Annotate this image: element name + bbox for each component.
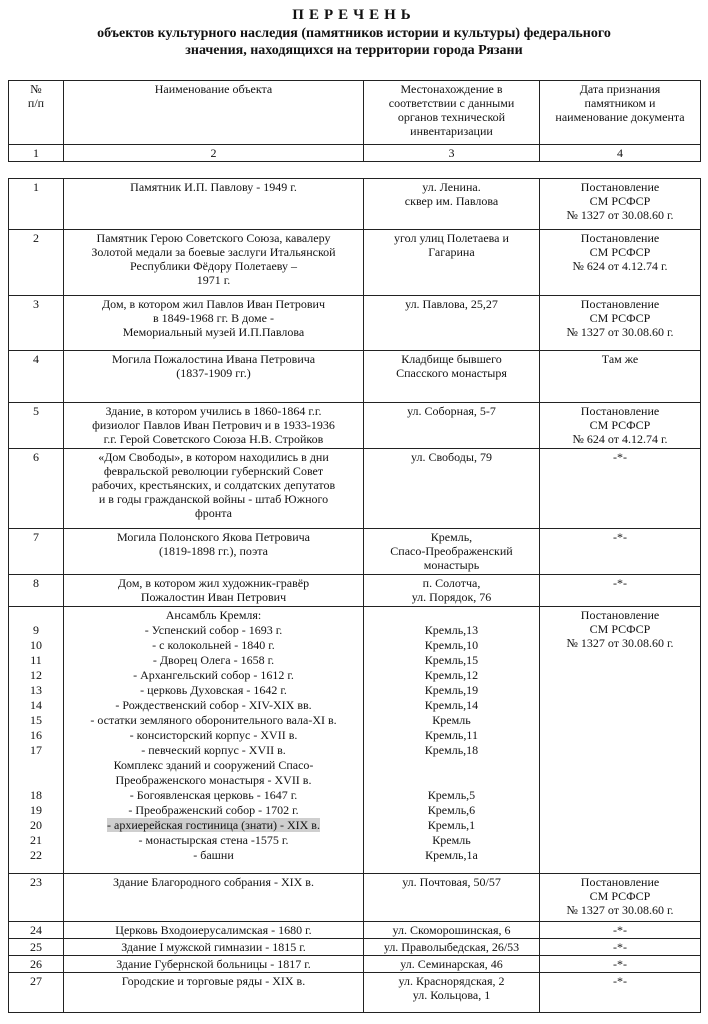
monuments-table [8, 178, 701, 1013]
ensemble-item-number: 13 [30, 683, 42, 697]
ensemble-item-number: 9 [33, 623, 39, 637]
row-number: 23 [9, 874, 64, 922]
ensemble-item-name: - Богоявленская церковь - 1647 г. [129, 788, 298, 802]
title-line-3: значения, находящихся на территории города Рязани [185, 43, 523, 58]
ensemble-item-number: 16 [30, 728, 42, 742]
header-col-number: 2 [64, 145, 364, 162]
ensemble-names [64, 607, 364, 874]
table-row [9, 230, 701, 296]
ensemble-item-number: 21 [30, 833, 42, 847]
ensemble-item-number: 15 [30, 713, 42, 727]
ensemble-item-number: 18 [30, 788, 42, 802]
header-name: Наименование объекта [64, 81, 364, 145]
object-name: Могила Пожалостина Ивана Петровича (1837-1909 гг.) [64, 351, 364, 403]
row-number: 4 [9, 351, 64, 403]
ensemble-item-name: - Рождественский собор - XIV-XIX вв. [115, 698, 312, 712]
ensemble-item-number: 12 [30, 668, 42, 682]
object-name: Памятник Герою Советского Союза, кавалеру Золотой медали за боевые заслуги Итальянской Республики Фёдору Полетаеву – 1971 г. [64, 230, 364, 296]
ensemble-item-number: 17 [30, 743, 42, 757]
ensemble-item-location: Кремль,13 [424, 623, 479, 637]
object-name: Здание Благородного собрания - XIX в. [64, 874, 364, 922]
ensemble-item-location: Кремль [432, 713, 471, 727]
ensemble-item-location: Кремль,15 [424, 653, 479, 667]
ensemble-item-name: - церковь Духовская - 1642 г. [140, 683, 287, 697]
ensemble-item-location [367, 773, 536, 788]
row-number: 25 [9, 939, 64, 956]
document-title [0, 6, 708, 59]
ensemble-item-name: - монастырская стена -1575 г. [138, 833, 289, 847]
ensemble-item-number [12, 773, 60, 788]
object-name: Здание I мужской гимназии - 1815 г. [64, 939, 364, 956]
ensemble-item-number: 19 [30, 803, 42, 817]
row-number: 27 [9, 973, 64, 1013]
object-document: -*- [540, 449, 701, 529]
object-location: п. Солотча, ул. Порядок, 76 [364, 575, 540, 607]
ensemble-item-number: 11 [30, 653, 42, 667]
object-document: Постановление СМ РСФСР № 624 от 4.12.74 г. [540, 403, 701, 449]
table-row [9, 529, 701, 575]
object-name: Городские и торговые ряды - XIX в. [64, 973, 364, 1013]
object-document: Постановление СМ РСФСР № 1327 от 30.08.60 г. [540, 874, 701, 922]
object-document: -*- [540, 973, 701, 1013]
row-number: 2 [9, 230, 64, 296]
object-document: -*- [540, 939, 701, 956]
header-col-number: 1 [9, 145, 64, 162]
ensemble-item-name: - остатки земляного оборонительного вала-XI в. [90, 713, 337, 727]
table-row [9, 296, 701, 351]
table-row [9, 449, 701, 529]
row-number: 26 [9, 956, 64, 973]
object-location: ул. Скоморошинская, 6 [364, 922, 540, 939]
table-row [9, 403, 701, 449]
object-location: ул. Ленина. сквер им. Павлова [364, 179, 540, 230]
table-row [9, 179, 701, 230]
ensemble-item-name: - Дворец Олега - 1658 г. [152, 653, 275, 667]
row-number: 5 [9, 403, 64, 449]
object-location: ул. Соборная, 5-7 [364, 403, 540, 449]
row-number: 24 [9, 922, 64, 939]
title-line-2: объектов культурного наследия (памятников истории и культуры) федерального [97, 26, 611, 41]
ensemble-item-location: Кремль,19 [424, 683, 479, 697]
ensemble-item-name: - башни [193, 848, 234, 862]
table-row [9, 973, 701, 1013]
header-number-row [9, 145, 701, 162]
table-row [9, 922, 701, 939]
row-number: 6 [9, 449, 64, 529]
ensemble-location-blank [367, 608, 536, 623]
object-name: Дом, в котором жил художник-гравёр Пожалостин Иван Петрович [64, 575, 364, 607]
ensemble-item-name [67, 818, 360, 833]
object-document: -*- [540, 575, 701, 607]
ensemble-item-name: - консисторский корпус - XVII в. [129, 728, 298, 742]
ensemble-item-location: Кремль,11 [425, 728, 478, 742]
ensemble-locations [364, 607, 540, 874]
ensemble-item-name-highlight: - архиерейская гостиница (знати) - XIX в. [107, 818, 320, 832]
object-name: Дом, в котором жил Павлов Иван Петрович в 1849-1968 гг. В доме - Мемориальный музей И.П.Павлова [64, 296, 364, 351]
header-table [8, 80, 701, 162]
header-row [9, 81, 701, 145]
object-name: Могила Полонского Якова Петровича (1819-1898 гг.), поэта [64, 529, 364, 575]
ensemble-item-location: Кремль,1а [425, 848, 478, 862]
ensemble-title: Ансамбль Кремля: [165, 608, 262, 622]
object-name: Здание, в котором учились в 1860-1864 г.г. физиолог Павлов Иван Петрович и в 1933-1936 г.г. Герой Советского Союза Н.В. Стройков [64, 403, 364, 449]
header-document: Дата признания памятником и наименование документа [540, 81, 701, 145]
table-row [9, 939, 701, 956]
ensemble-item-location: Кремль [432, 833, 471, 847]
object-location: Кремль, Спасо-Преображенский монастырь [364, 529, 540, 575]
ensemble-item-name: Комплекс зданий и сооружений Спасо- [113, 758, 314, 772]
object-document: -*- [540, 956, 701, 973]
table-row [9, 874, 701, 922]
object-location: Кладбище бывшего Спасского монастыря [364, 351, 540, 403]
ensemble-item-name: - с колокольней - 1840 г. [152, 638, 275, 652]
header-col-number: 3 [364, 145, 540, 162]
ensemble-row [9, 607, 701, 874]
header-num: № п/п [9, 81, 64, 145]
header-col-number: 4 [540, 145, 701, 162]
ensemble-document: Постановление СМ РСФСР № 1327 от 30.08.60 г. [540, 607, 701, 874]
ensemble-item-name: - Успенский собор - 1693 г. [144, 623, 283, 637]
ensemble-numbers [9, 607, 64, 874]
row-number: 8 [9, 575, 64, 607]
header-location: Местонахождение в соответствии с данными органов технической инвентаризации [364, 81, 540, 145]
object-document: -*- [540, 922, 701, 939]
ensemble-item-location: Кремль,10 [424, 638, 479, 652]
object-location: ул. Почтовая, 50/57 [364, 874, 540, 922]
ensemble-item-location: Кремль,14 [424, 698, 479, 712]
object-document: Там же [540, 351, 701, 403]
object-location: ул. Павлова, 25,27 [364, 296, 540, 351]
ensemble-item-number: 10 [30, 638, 42, 652]
object-location: угол улиц Полетаева и Гагарина [364, 230, 540, 296]
object-name: Здание Губернской больницы - 1817 г. [64, 956, 364, 973]
object-location: ул. Свободы, 79 [364, 449, 540, 529]
row-number: 1 [9, 179, 64, 230]
row-number: 3 [9, 296, 64, 351]
ensemble-item-location: Кремль,5 [427, 788, 476, 802]
title-line-1: ПЕРЕЧЕНЬ [292, 7, 416, 23]
ensemble-item-location: Кремль,12 [424, 668, 479, 682]
object-document: Постановление СМ РСФСР № 1327 от 30.08.60 г. [540, 296, 701, 351]
ensemble-item-number: 22 [30, 848, 42, 862]
object-location: ул. Краснорядская, 2 ул. Кольцова, 1 [364, 973, 540, 1013]
table-row [9, 351, 701, 403]
ensemble-item-number [12, 758, 60, 773]
row-number: 7 [9, 529, 64, 575]
object-name: «Дом Свободы», в котором находились в дни февральской революции губернский Совет рабочих, крестьянских, и солдатских депутатов и в годы гражданской войны - штаб Южного фронта [64, 449, 364, 529]
ensemble-number-blank [12, 608, 60, 623]
table-row [9, 956, 701, 973]
object-name: Памятник И.П. Павлову - 1949 г. [64, 179, 364, 230]
object-document: Постановление СМ РСФСР № 1327 от 30.08.60 г. [540, 179, 701, 230]
ensemble-item-name: - Архангельский собор - 1612 г. [133, 668, 294, 682]
ensemble-item-location: Кремль,18 [424, 743, 479, 757]
ensemble-item-name: Преображенского монастыря - XVII в. [115, 773, 312, 787]
ensemble-item-location [367, 758, 536, 773]
object-name: Церковь Входоиерусалимская - 1680 г. [64, 922, 364, 939]
ensemble-item-name: - Преображенский собор - 1702 г. [128, 803, 299, 817]
object-location: ул. Семинарская, 46 [364, 956, 540, 973]
ensemble-item-number: 20 [30, 818, 42, 832]
ensemble-item-location: Кремль,1 [427, 818, 476, 832]
object-location: ул. Праволыбедская, 26/53 [364, 939, 540, 956]
ensemble-item-name: - певческий корпус - XVII в. [141, 743, 286, 757]
table-row [9, 575, 701, 607]
ensemble-item-location: Кремль,6 [427, 803, 476, 817]
object-document: -*- [540, 529, 701, 575]
object-document: Постановление СМ РСФСР № 624 от 4.12.74 г. [540, 230, 701, 296]
ensemble-item-number: 14 [30, 698, 42, 712]
